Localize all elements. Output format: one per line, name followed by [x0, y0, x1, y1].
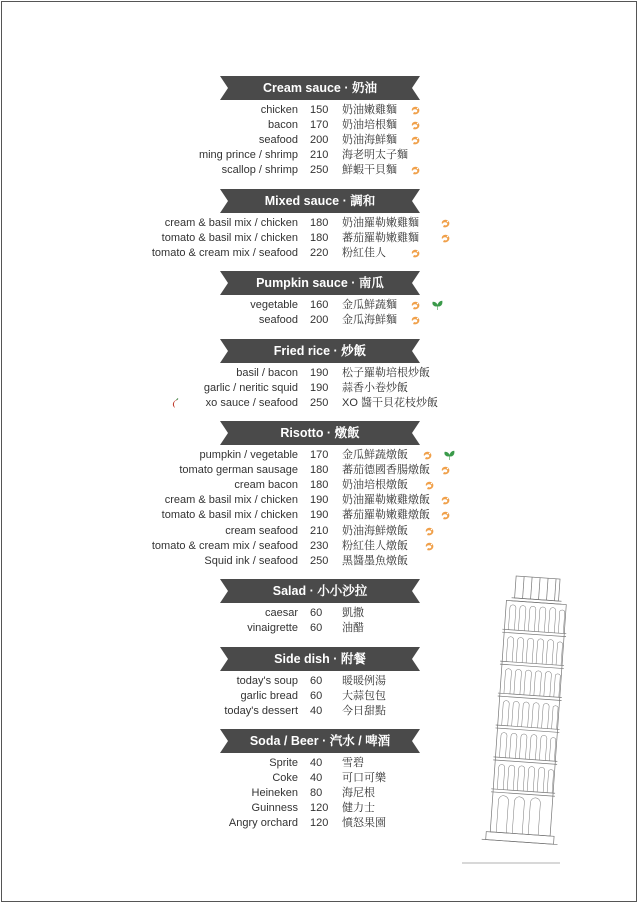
section-banner	[220, 421, 420, 445]
section-title: Pumpkin sauce · 南瓜	[256, 276, 384, 290]
item-name-en: seafood	[258, 314, 298, 327]
item-name-zh: 蕃茄羅勒嫩雞燉飯	[342, 509, 430, 522]
tower-of-pisa-illustration	[460, 575, 580, 875]
item-name-en: ming prince / shrimp	[198, 149, 298, 162]
shrimp-icon	[424, 526, 435, 537]
section-banner	[220, 339, 420, 363]
item-price: 190	[310, 382, 329, 395]
item-price: 180	[310, 464, 329, 477]
menu-item	[0, 448, 640, 463]
item-name-zh: 蕃茄德國香腸燉飯	[342, 464, 430, 477]
section-title: Side dish · 附餐	[274, 652, 366, 666]
item-name-en: cream & basil mix / chicken	[164, 217, 298, 229]
item-price: 200	[310, 134, 329, 147]
item-name-zh: XO 醬干貝花枝炒飯	[342, 397, 438, 410]
item-price: 180	[310, 232, 329, 245]
item-price: 210	[310, 149, 329, 162]
menu-item	[0, 524, 640, 539]
item-name-zh: 大蒜包包	[342, 690, 386, 703]
menu-item	[0, 133, 640, 148]
item-name-en: Heineken	[251, 787, 298, 800]
section-banner	[220, 729, 420, 753]
item-price: 160	[310, 299, 329, 311]
menu-item	[0, 508, 640, 523]
item-name-zh: 鮮蝦干貝麵	[342, 164, 397, 177]
section-title: Cream sauce · 奶油	[263, 81, 377, 95]
item-name-en: garlic / neritic squid	[203, 382, 298, 395]
item-price: 60	[310, 607, 323, 619]
item-name-en: scallop / shrimp	[221, 164, 298, 177]
item-name-en: Squid ink / seafood	[204, 554, 298, 567]
menu-item	[0, 463, 640, 478]
section-title: Soda / Beer · 汽水 / 啤酒	[249, 734, 391, 748]
item-price: 40	[310, 757, 323, 769]
leaf-icon	[432, 300, 443, 311]
item-name-zh: 憤怒果園	[342, 817, 386, 830]
item-price: 190	[310, 509, 329, 522]
item-name-zh: 蕃茄羅勒嫩雞麵	[342, 232, 419, 245]
item-name-zh: 粉紅佳人	[342, 247, 386, 260]
section-banner	[220, 189, 420, 213]
item-name-en: chicken	[260, 104, 298, 116]
item-name-zh: 金瓜鮮蔬麵	[342, 299, 397, 311]
item-price: 250	[310, 164, 329, 177]
item-name-en: tomato german sausage	[179, 464, 298, 477]
item-name-zh: 奶油培根麵	[342, 119, 397, 132]
menu-item	[0, 381, 640, 396]
menu-item	[0, 231, 640, 246]
menu-item	[0, 246, 640, 261]
menu-item	[0, 118, 640, 133]
shrimp-icon	[410, 315, 421, 326]
item-name-zh: 凱撒	[342, 607, 364, 619]
shrimp-icon	[424, 480, 435, 491]
item-name-zh: 今日甜點	[342, 705, 386, 718]
item-name-en: vinaigrette	[247, 622, 298, 635]
item-name-en: xo sauce / seafood	[205, 397, 298, 410]
menu-item	[0, 298, 640, 313]
menu-item	[0, 313, 640, 328]
leaf-icon	[444, 450, 455, 461]
item-name-zh: 奶油羅勒嫩雞麵	[342, 217, 419, 229]
section-title: Salad · 小小沙拉	[272, 584, 368, 598]
item-name-en: garlic bread	[240, 690, 298, 703]
item-name-zh: 奶油培根燉飯	[342, 479, 408, 492]
section-banner	[220, 647, 420, 671]
item-price: 200	[310, 314, 329, 327]
menu-item	[0, 148, 640, 163]
shrimp-icon	[410, 105, 421, 116]
menu-item	[0, 478, 640, 493]
chili-icon	[170, 398, 181, 409]
section-banner	[220, 271, 420, 295]
item-name-en: tomato & cream mix / seafood	[151, 539, 298, 552]
item-name-en: tomato & cream mix / seafood	[151, 247, 298, 260]
item-name-zh: 油醋	[342, 622, 364, 635]
item-name-zh: 松子羅勒培根炒飯	[342, 367, 430, 379]
item-name-en: basil / bacon	[236, 367, 298, 379]
menu-item	[0, 163, 640, 178]
item-name-en: tomato & basil mix / chicken	[161, 509, 298, 522]
item-name-zh: 健力士	[342, 802, 375, 815]
item-name-zh: 海尼根	[342, 787, 375, 800]
item-price: 250	[310, 554, 329, 567]
item-name-zh: 奶油羅勒嫩雞燉飯	[342, 494, 430, 507]
item-name-en: seafood	[258, 134, 298, 147]
item-name-zh: 可口可樂	[342, 772, 386, 785]
section-title: Risotto · 燉飯	[280, 426, 360, 440]
item-price: 230	[310, 539, 329, 552]
item-price: 60	[310, 622, 323, 635]
item-name-en: Sprite	[269, 757, 298, 769]
item-price: 40	[310, 772, 323, 785]
item-price: 250	[310, 397, 329, 410]
item-price: 190	[310, 494, 329, 507]
shrimp-icon	[410, 120, 421, 131]
item-price: 210	[310, 524, 329, 537]
item-price: 60	[310, 690, 323, 703]
section-title: Mixed sauce · 調和	[264, 194, 376, 208]
item-price: 60	[310, 675, 323, 687]
menu-item	[0, 396, 640, 411]
item-price: 170	[310, 449, 329, 461]
item-name-en: Guinness	[251, 802, 298, 815]
shrimp-icon	[440, 218, 451, 229]
item-name-en: today's dessert	[224, 705, 298, 718]
menu-item	[0, 103, 640, 118]
item-name-en: cream bacon	[234, 479, 298, 492]
menu-item	[0, 216, 640, 231]
item-name-en: caesar	[264, 607, 298, 619]
item-name-en: Coke	[272, 772, 298, 785]
item-name-en: pumpkin / vegetable	[199, 449, 298, 461]
item-name-zh: 金瓜海鮮麵	[342, 314, 397, 327]
item-price: 190	[310, 367, 329, 379]
item-name-en: Angry orchard	[228, 817, 298, 830]
item-name-en: cream seafood	[225, 524, 298, 537]
item-price: 150	[310, 104, 329, 116]
item-price: 220	[310, 247, 329, 260]
item-name-zh: 海老明太子麵	[342, 149, 408, 162]
item-name-en: bacon	[268, 119, 298, 132]
section-banner	[220, 579, 420, 603]
item-name-zh: 蒜香小卷炒飯	[342, 382, 408, 395]
item-name-zh: 雪碧	[342, 757, 364, 769]
section-title: Fried rice · 炒飯	[273, 344, 367, 358]
shrimp-icon	[424, 541, 435, 552]
shrimp-icon	[410, 165, 421, 176]
shrimp-icon	[440, 233, 451, 244]
item-price: 120	[310, 802, 329, 815]
menu-item	[0, 554, 640, 569]
shrimp-icon	[410, 300, 421, 311]
item-price: 40	[310, 705, 323, 718]
item-name-zh: 黑醬墨魚燉飯	[342, 554, 408, 567]
shrimp-icon	[410, 135, 421, 146]
item-name-zh: 奶油海鮮麵	[342, 134, 397, 147]
item-price: 120	[310, 817, 329, 830]
item-name-zh: 奶油嫩雞麵	[342, 104, 397, 116]
item-name-en: cream & basil mix / chicken	[164, 494, 298, 507]
menu-item	[0, 493, 640, 508]
item-name-zh: 粉紅佳人燉飯	[342, 539, 408, 552]
menu-item	[0, 539, 640, 554]
item-price: 180	[310, 479, 329, 492]
item-price: 80	[310, 787, 323, 800]
menu-item	[0, 366, 640, 381]
section-banner	[220, 76, 420, 100]
shrimp-icon	[410, 248, 421, 259]
item-price: 180	[310, 217, 329, 229]
shrimp-icon	[422, 450, 433, 461]
item-name-zh: 奶油海鮮燉飯	[342, 524, 408, 537]
item-name-en: tomato & basil mix / chicken	[161, 232, 298, 245]
item-name-zh: 暖暖例湯	[342, 675, 386, 687]
item-price: 170	[310, 119, 329, 132]
shrimp-icon	[440, 510, 451, 521]
item-name-en: vegetable	[250, 299, 298, 311]
shrimp-icon	[440, 465, 451, 476]
item-name-zh: 金瓜鮮蔬燉飯	[342, 449, 408, 461]
item-name-en: today's soup	[236, 675, 298, 687]
shrimp-icon	[440, 495, 451, 506]
